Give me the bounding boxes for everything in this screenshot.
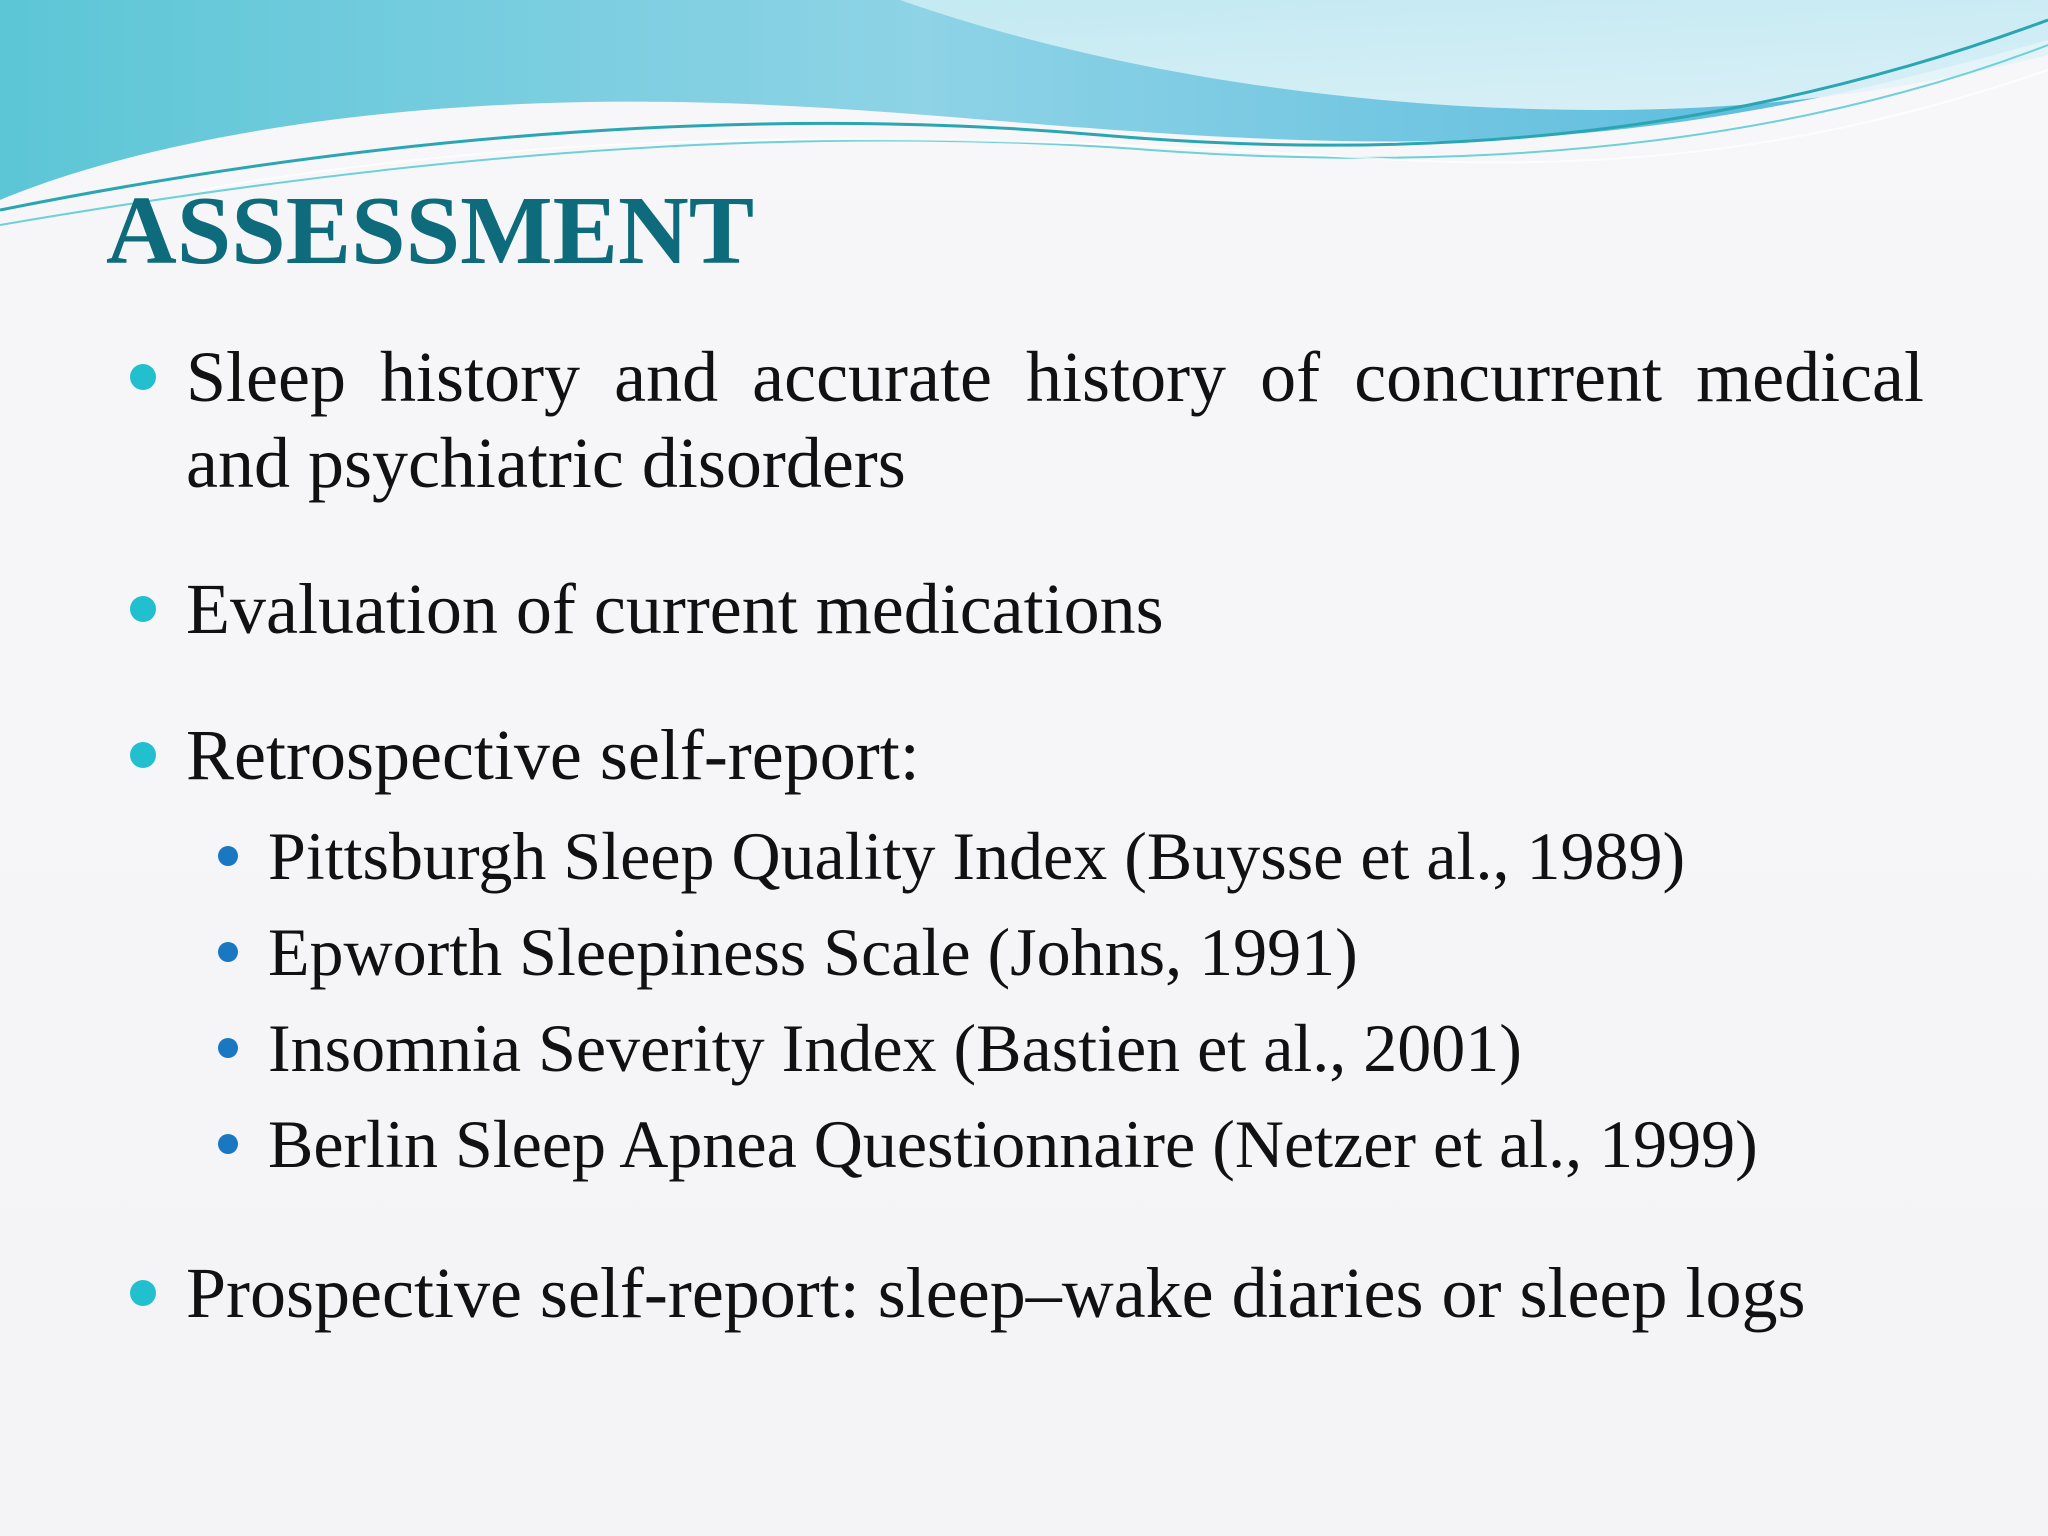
sub-bullet-dot-icon bbox=[218, 846, 238, 866]
sub-bullet-item bbox=[268, 912, 1968, 992]
bullet-dot-icon bbox=[130, 596, 156, 622]
bullet-text: Retrospective self-report: bbox=[186, 715, 920, 795]
slide-title: ASSESSMENT bbox=[106, 177, 755, 285]
sub-bullet-item bbox=[268, 816, 1968, 896]
bullet-text: Prospective self-report: sleep–wake diaries or sleep logs bbox=[186, 1253, 1806, 1333]
sub-bullet-text: Pittsburgh Sleep Quality Index (Buysse et al., 1989) bbox=[268, 818, 1686, 894]
sub-bullet-item bbox=[268, 1104, 1968, 1184]
bullet-dot-icon bbox=[130, 1280, 156, 1306]
sub-bullet-text: Insomnia Severity Index (Bastien et al., 2001) bbox=[268, 1010, 1522, 1086]
sub-bullet-item bbox=[268, 1008, 1968, 1088]
bullet-dot-icon bbox=[130, 742, 156, 768]
sub-bullet-text: Epworth Sleepiness Scale (Johns, 1991) bbox=[268, 914, 1358, 990]
bullet-item bbox=[186, 566, 1924, 652]
sub-bullet-dot-icon bbox=[218, 942, 238, 962]
bullet-item bbox=[186, 712, 1924, 798]
bullet-text: Evaluation of current medications bbox=[186, 569, 1164, 649]
bullet-item bbox=[186, 1250, 1924, 1336]
sub-bullet-dot-icon bbox=[218, 1038, 238, 1058]
bullet-item bbox=[186, 334, 1924, 506]
bullet-dot-icon bbox=[130, 364, 156, 390]
sub-bullet-dot-icon bbox=[218, 1134, 238, 1154]
bullet-text: Sleep history and accurate history of concurrent medical and psychiatric disorders bbox=[186, 337, 1924, 503]
sub-bullet-text: Berlin Sleep Apnea Questionnaire (Netzer et al., 1999) bbox=[268, 1106, 1758, 1182]
